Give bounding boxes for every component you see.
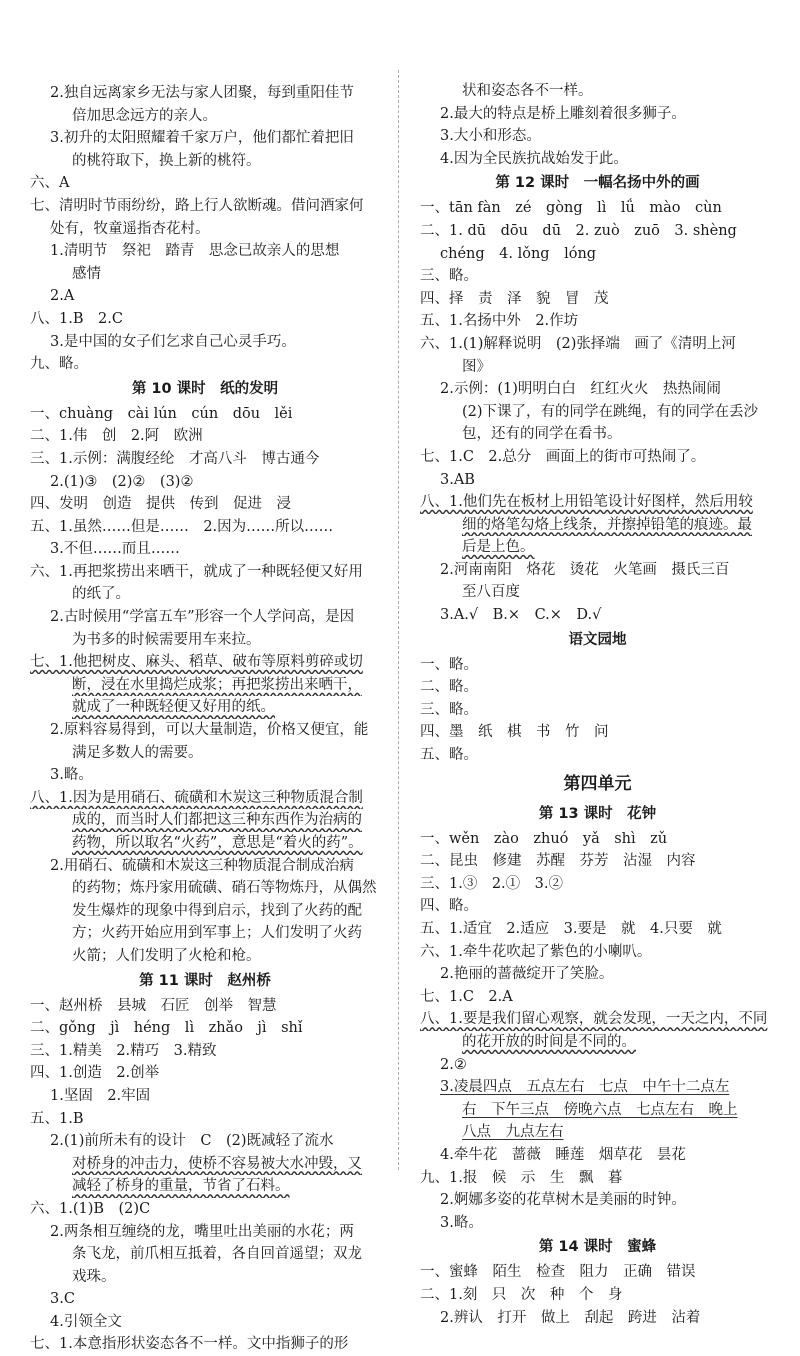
line-text: 倍加思念远方的亲人。 xyxy=(72,107,217,124)
answer-line xyxy=(30,1266,380,1289)
line-text: 七、清明时节雨纷纷，路上行人欲断魂。借问酒家何 xyxy=(30,197,364,214)
line-text: 处有，牧童遥指杏花村。 xyxy=(50,220,210,237)
answer-line xyxy=(30,561,380,584)
line-text: 2.河南南阳 烙花 烫花 火笔画 摄氏三百 xyxy=(440,561,730,578)
answer-line xyxy=(420,654,775,677)
line-text: 3.略。 xyxy=(50,767,93,784)
line-text: 2.原料容易得到，可以大量制造，价格又便宜，能 xyxy=(50,722,369,739)
answer-line xyxy=(30,425,380,448)
answer-line xyxy=(30,195,380,218)
line-text: 2.用硝石、硫磺和木炭这三种物质混合制成治病 xyxy=(50,857,354,874)
line-text: 第 12 课时 一幅名扬中外的画 xyxy=(495,175,700,192)
line-text: 3.大小和形态。 xyxy=(440,128,541,145)
answer-line xyxy=(30,516,380,539)
answer-line xyxy=(420,986,775,1009)
answer-line xyxy=(420,491,775,514)
line-text: 三、1.示例：满腹经纶 才高八斗 博古通今 xyxy=(30,450,320,467)
line-text: 四、略。 xyxy=(420,898,478,915)
line-text: 一、赵州桥 县城 石匠 创举 智慧 xyxy=(30,997,277,1014)
line-text: 第 11 课时 赵州桥 xyxy=(139,972,271,989)
line-text: 第 10 课时 纸的发明 xyxy=(131,380,279,397)
answer-line xyxy=(30,922,380,945)
answer-line xyxy=(30,218,380,241)
line-text: 右 下午三点 傍晚六点 七点左右 晚上 xyxy=(462,1101,738,1118)
answer-line xyxy=(30,651,380,674)
line-text: 状和姿态各不一样。 xyxy=(462,83,593,99)
line-text: 图》 xyxy=(462,358,491,375)
answer-line xyxy=(420,1054,775,1077)
line-text: 一、chuàng cài lún cún dōu lěi xyxy=(30,405,293,422)
answer-line xyxy=(420,1167,775,1190)
line-text: 一、tān fàn zé gòng lì lǘ mào cùn xyxy=(420,200,722,217)
line-text: 一、蜜蜂 陌生 检查 阻力 正确 错误 xyxy=(420,1264,696,1281)
answer-line xyxy=(30,1311,380,1334)
line-text: 3.不但……而且…… xyxy=(50,541,180,558)
answer-line xyxy=(30,674,380,697)
answer-line xyxy=(420,356,775,379)
line-text: 的花开放的时间是不同的。 xyxy=(462,1033,636,1050)
answer-line xyxy=(30,855,380,878)
answer-line xyxy=(420,80,775,103)
line-text: 2.辨认 打开 做上 刮起 跨进 沾着 xyxy=(440,1309,701,1326)
line-text: 八、1.B 2.C xyxy=(30,310,123,327)
line-text: 六、1.再把浆捞出来晒干，就成了一种既轻便又好用 xyxy=(30,563,363,580)
answer-line xyxy=(420,850,775,873)
answer-line xyxy=(30,877,380,900)
answer-line xyxy=(420,378,775,401)
answer-line xyxy=(30,471,380,494)
line-text: 八点 九点左右 xyxy=(462,1124,564,1141)
answer-line xyxy=(420,333,775,356)
answer-line xyxy=(30,331,380,354)
answer-line xyxy=(420,941,775,964)
line-text: 第 14 课时 蜜蜂 xyxy=(538,1239,657,1256)
answer-line xyxy=(30,1108,380,1131)
answer-line xyxy=(30,606,380,629)
answer-line xyxy=(420,446,775,469)
line-text: 五、略。 xyxy=(420,747,478,764)
line-text: 3.A.√ B.× C.× D.√ xyxy=(440,607,602,624)
line-text: 二、略。 xyxy=(420,679,478,696)
answer-line xyxy=(30,696,380,719)
line-text: 发生爆炸的现象中得到启示，找到了火药的配 xyxy=(72,902,362,919)
answer-line xyxy=(420,1121,775,1144)
answer-line xyxy=(30,448,380,471)
line-text: 六、1.(1)解释说明 (2)张择端 画了《清明上河 xyxy=(420,335,736,352)
answer-line xyxy=(30,403,380,426)
line-text: 1.清明节 祭祀 踏青 思念已故亲人的思想 xyxy=(50,243,340,260)
answer-line xyxy=(30,1085,380,1108)
line-text: 四、择 责 泽 貌 冒 茂 xyxy=(420,290,609,307)
line-text: 对桥身的冲击力，使桥不容易被大水冲毁，又 xyxy=(72,1155,362,1172)
answer-line xyxy=(30,583,380,606)
left-column xyxy=(30,82,380,1356)
answer-line xyxy=(420,1144,775,1167)
line-text: 1.坚固 2.牢固 xyxy=(50,1087,151,1104)
line-text: 第 13 课时 花钟 xyxy=(538,805,657,822)
right-column xyxy=(420,80,775,1329)
line-text: 语文园地 xyxy=(568,631,627,648)
answer-line xyxy=(30,105,380,128)
answer-line xyxy=(420,1099,775,1122)
answer-line xyxy=(30,629,380,652)
line-text: 为书多的时候需要用车来拉。 xyxy=(72,631,261,648)
line-text: 3.C xyxy=(50,1291,75,1308)
answer-line xyxy=(30,538,380,561)
answer-line xyxy=(420,676,775,699)
line-text: 三、略。 xyxy=(420,701,478,718)
line-text: 四、1.创造 2.创举 xyxy=(30,1065,160,1082)
line-text: 二、1.伟 创 2.阿 欧洲 xyxy=(30,428,203,445)
line-text: 九、1.报 候 示 生 飘 暮 xyxy=(420,1169,623,1186)
line-text: 3.AB xyxy=(440,471,475,488)
answer-line xyxy=(30,787,380,810)
line-text: 2.② xyxy=(440,1056,467,1073)
line-text: 减轻了桥身的重量，节省了石料。 xyxy=(72,1178,290,1195)
answer-line xyxy=(30,742,380,765)
line-text: (2)下课了，有的同学在跳绳，有的同学在丢沙 xyxy=(462,403,759,420)
answer-line xyxy=(420,469,775,492)
answer-line xyxy=(420,828,775,851)
line-text: 八、1.要是我们留心观察，就会发现，一天之内，不同 xyxy=(420,1011,768,1028)
line-text: 3.初升的太阳照耀着千家万户，他们都忙着把旧 xyxy=(50,130,354,147)
line-text: 满足多数人的需要。 xyxy=(72,744,203,761)
answer-line xyxy=(30,127,380,150)
answer-line xyxy=(420,1307,775,1330)
answer-line xyxy=(30,832,380,855)
line-text: 五、1.B xyxy=(30,1110,84,1127)
line-text: 包，还有的同学在看书。 xyxy=(462,426,622,443)
line-text: 2.示例：(1)明明白白 红红火火 热热闹闹 xyxy=(440,381,721,398)
line-text: 六、1.(1)B (2)C xyxy=(30,1200,151,1217)
answer-line xyxy=(420,1212,775,1235)
line-text: 的桃符取下，换上新的桃符。 xyxy=(72,152,261,169)
section-heading xyxy=(420,767,775,801)
column-divider xyxy=(398,70,399,1170)
line-text: 2.A xyxy=(50,288,75,305)
answer-line xyxy=(30,82,380,105)
answer-line xyxy=(30,308,380,331)
answer-line xyxy=(30,1040,380,1063)
answer-line xyxy=(30,285,380,308)
answer-line xyxy=(420,514,775,537)
answer-line xyxy=(30,1153,380,1176)
answer-line xyxy=(420,197,775,220)
answer-line xyxy=(420,401,775,424)
answer-line xyxy=(30,719,380,742)
answer-line xyxy=(420,963,775,986)
line-text: 2.(1)前所未有的设计 C (2)既减轻了流水 xyxy=(50,1133,334,1150)
line-text: 2.独自远离家乡无法与家人团聚，每到重阳佳节 xyxy=(50,85,354,101)
answer-line xyxy=(420,581,775,604)
section-heading xyxy=(420,1234,775,1261)
answer-line xyxy=(420,873,775,896)
answer-line xyxy=(420,1284,775,1307)
answer-line xyxy=(30,150,380,173)
answer-line xyxy=(30,945,380,968)
answer-line xyxy=(420,536,775,559)
line-text: 三、1.③ 2.① 3.② xyxy=(420,875,564,892)
line-text: 第四单元 xyxy=(563,773,632,794)
answer-line xyxy=(420,220,775,243)
section-heading xyxy=(30,968,380,995)
line-text: 六、1.牵牛花吹起了紫色的小喇叭。 xyxy=(420,943,652,960)
answer-line xyxy=(420,148,775,171)
line-text: 就成了一种既轻便又好用的纸。 xyxy=(72,699,275,716)
answer-line xyxy=(30,1017,380,1040)
answer-line xyxy=(420,1076,775,1099)
line-text: 3.略。 xyxy=(440,1214,483,1231)
answer-line xyxy=(420,744,775,767)
answer-line xyxy=(420,559,775,582)
answer-line xyxy=(30,809,380,832)
answer-line xyxy=(30,263,380,286)
section-heading xyxy=(420,170,775,197)
answer-line xyxy=(30,995,380,1018)
line-text: 四、墨 纸 棋 书 竹 问 xyxy=(420,724,609,741)
answer-line xyxy=(420,1008,775,1031)
line-text: 火箭；人们发明了火枪和枪。 xyxy=(72,947,261,964)
line-text: 4.因为全民族抗战始发于此。 xyxy=(440,150,628,167)
answer-line xyxy=(420,918,775,941)
line-text: 3.凌晨四点 五点左右 七点 中午十二点左 xyxy=(440,1079,730,1096)
line-text: 八、1.因为是用硝石、硫磺和木炭这三种物质混合制 xyxy=(30,789,363,806)
line-text: 2.(1)③ (2)② (3)② xyxy=(50,473,194,490)
line-text: 3.是中国的女子们乞求自己心灵手巧。 xyxy=(50,333,296,350)
answer-line xyxy=(420,103,775,126)
line-text: 二、1.刻 只 次 种 个 身 xyxy=(420,1286,623,1303)
answer-line xyxy=(420,1261,775,1284)
line-text: 2.两条相互缠绕的龙，嘴里吐出美丽的水花；两 xyxy=(50,1223,354,1240)
line-text: 五、1.名扬中外 2.作坊 xyxy=(420,313,579,330)
answer-line xyxy=(420,288,775,311)
line-text: 八、1.他们先在板材上用铅笔设计好图样，然后用较 xyxy=(420,494,753,511)
line-text: 条飞龙，前爪相互抵着，各自回首遥望；双龙 xyxy=(72,1246,362,1263)
line-text: 的药物；炼丹家用硫磺、硝石等物炼丹，从偶然 xyxy=(72,880,377,897)
answer-line xyxy=(30,1062,380,1085)
answer-line xyxy=(30,240,380,263)
answer-line xyxy=(420,310,775,333)
answer-line xyxy=(420,895,775,918)
answer-line xyxy=(420,721,775,744)
answer-line xyxy=(30,172,380,195)
line-text: 九、略。 xyxy=(30,356,88,373)
answer-line xyxy=(30,1175,380,1198)
line-text: 成的，而当时人们都把这三种东西作为治病的 xyxy=(72,812,362,829)
line-text: 后是上色。 xyxy=(462,539,535,556)
answer-line xyxy=(420,125,775,148)
line-text: 2.最大的特点是桥上雕刻着很多狮子。 xyxy=(440,105,686,122)
line-text: 七、1.他把树皮、麻头、稻草、破布等原料剪碎或切 xyxy=(30,654,363,671)
answer-line xyxy=(30,1221,380,1244)
line-text: 七、1.C 2.A xyxy=(420,988,513,1005)
line-text: 细的烙笔勾烙上线条，并擦掉铅笔的痕迹。最 xyxy=(462,516,752,533)
answer-line xyxy=(420,604,775,627)
line-text: 五、1.虽然……但是…… 2.因为……所以…… xyxy=(30,518,334,535)
line-text: 三、略。 xyxy=(420,268,478,285)
section-heading xyxy=(420,801,775,828)
section-heading xyxy=(30,376,380,403)
line-text: 四、发明 创造 提供 传到 促进 浸 xyxy=(30,496,291,513)
answer-line xyxy=(30,1198,380,1221)
answer-line xyxy=(30,1243,380,1266)
line-text: 药物，所以取名“火药”，意思是“着火的药”。 xyxy=(72,835,363,851)
line-text: 五、1.适宜 2.适应 3.要是 就 4.只要 就 xyxy=(420,921,722,937)
section-heading xyxy=(420,627,775,654)
line-text: 二、gǒng jì héng lì zhǎo jì shǐ xyxy=(30,1020,303,1037)
answer-line xyxy=(30,1288,380,1311)
answer-line xyxy=(420,243,775,266)
answer-line xyxy=(420,1031,775,1054)
answer-line xyxy=(420,699,775,722)
line-text: 方；火药开始应用到军事上；人们发明了火药 xyxy=(72,925,362,942)
line-text: 一、wěn zào zhuó yǎ shì zǔ xyxy=(420,830,668,847)
line-text: 2.古时候用“学富五车”形容一个人学问高，是因 xyxy=(50,609,355,626)
answer-line xyxy=(30,900,380,923)
line-text: chéng 4. lǒng lóng xyxy=(440,245,597,262)
answer-line xyxy=(420,1189,775,1212)
answer-line xyxy=(30,764,380,787)
line-text: 感情 xyxy=(72,265,101,282)
line-text: 二、1. dū dōu dū 2. zuò zuō 3. shèng xyxy=(420,222,737,239)
line-text: 4.引领全文 xyxy=(50,1313,122,1330)
line-text: 断，浸在水里捣烂成浆；再把浆捞出来晒干， xyxy=(72,676,362,693)
line-text: 戏珠。 xyxy=(72,1268,116,1285)
answer-line xyxy=(420,423,775,446)
answer-line xyxy=(30,353,380,376)
line-text: 六、A xyxy=(30,175,70,192)
line-text: 一、略。 xyxy=(420,656,478,673)
line-text: 2.婀娜多姿的花草树木是美丽的时钟。 xyxy=(440,1192,686,1209)
answer-line xyxy=(420,265,775,288)
line-text: 2.艳丽的蔷薇绽开了笑脸。 xyxy=(440,966,614,983)
line-text: 二、昆虫 修建 苏醒 芬芳 沾湿 内容 xyxy=(420,853,696,870)
line-text: 至八百度 xyxy=(462,584,520,601)
line-text: 4.牵牛花 蔷薇 睡莲 烟草花 昙花 xyxy=(440,1146,686,1163)
line-text: 七、1.C 2.总分 画面上的街市可热闹了。 xyxy=(420,448,706,465)
line-text: 三、1.精美 2.精巧 3.精致 xyxy=(30,1042,217,1059)
line-text: 七、1.本意指形状姿态各不一样。文中指狮子的形 xyxy=(30,1336,349,1353)
answer-line xyxy=(30,1333,380,1356)
answer-line xyxy=(30,493,380,516)
answer-line xyxy=(30,1130,380,1153)
line-text: 的纸了。 xyxy=(72,586,130,603)
